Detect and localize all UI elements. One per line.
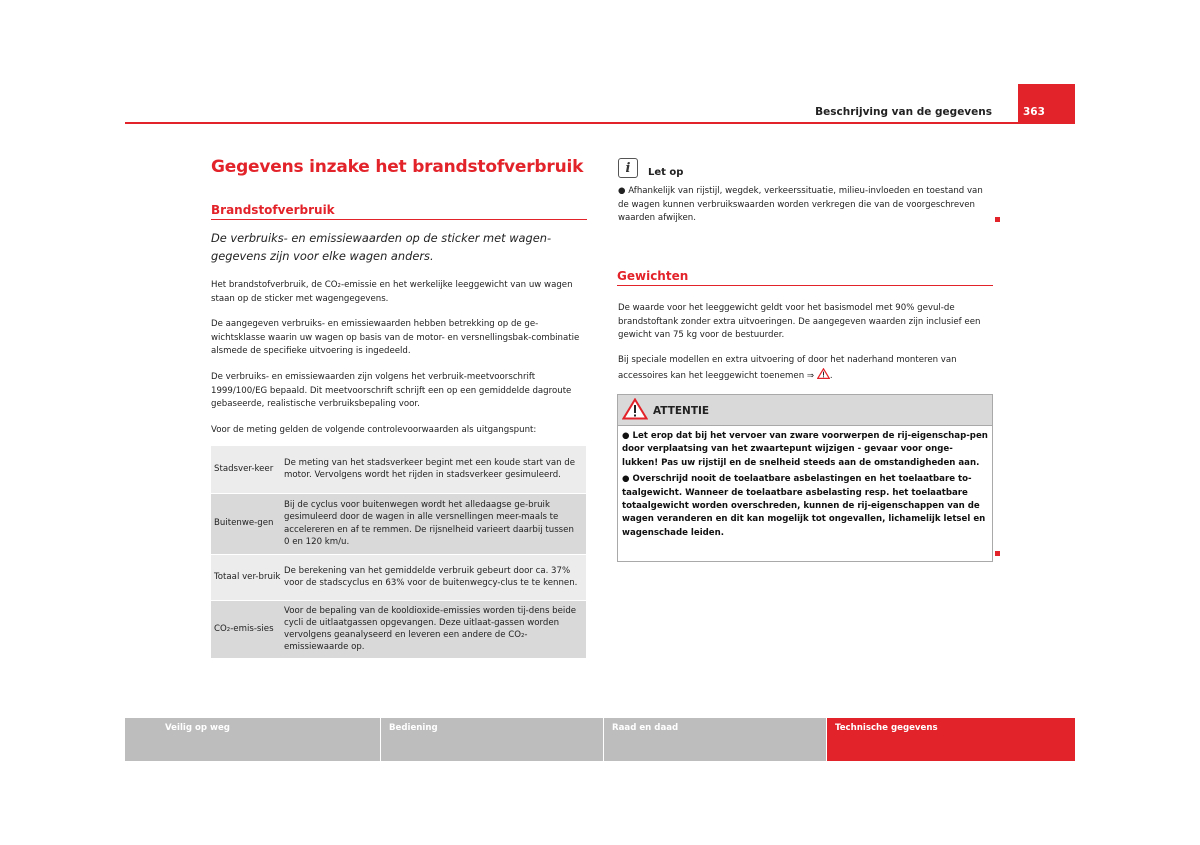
weights-paragraph-1: De waarde voor het leeggewicht geldt voor het basismodel met 90% gevul-de brandstoftank zonder extra uitvoeringen. De aangegeven waarden zijn inclusief een gewicht van 75 kg voor de bestuurder. — [618, 303, 981, 340]
warning-title: ATTENTIE — [653, 405, 710, 417]
section-title: Beschrijving van de gegevens — [815, 106, 992, 118]
weights-paragraph-2-text: Bij speciale modellen en extra uitvoering of door het naderhand monteren van accessoires kan het leeggewicht toenemen ⇒ — [618, 355, 957, 381]
page-number: 363 — [1018, 84, 1075, 124]
section-rule — [211, 219, 587, 220]
weights-paragraph-2: Bij speciale modellen en extra uitvoering of door het naderhand monteren van accessoires kan het leeggewicht toenemen ⇒ . — [618, 355, 957, 381]
table-label: Stadsver-keer — [211, 446, 284, 493]
section-rule — [617, 285, 993, 286]
table-row — [211, 554, 586, 600]
section-heading-weights: Gewichten — [617, 269, 689, 283]
warning-triangle-icon — [622, 398, 648, 420]
table-label: Buitenwe-gen — [211, 493, 284, 554]
nav-tab-veilig-op-weg[interactable]: Veilig op weg — [125, 718, 380, 761]
section-heading-fuel: Brandstofverbruik — [211, 203, 335, 217]
note-text: ● Afhankelijk van rijstijl, wegdek, verkeerssituatie, milieu-invloeden en toestand van de wagen kunnen verbruikswaarden worden verkregen die van de voorgeschreven waarden afwijken. — [618, 186, 983, 223]
nav-tab-raad-en-daad[interactable]: Raad en daad — [604, 718, 826, 761]
page-title: Gegevens inzake het brandstofverbruik — [211, 157, 584, 177]
info-icon: i — [618, 158, 638, 178]
table-row — [211, 493, 586, 554]
nav-tab-bediening[interactable]: Bediening — [381, 718, 603, 761]
header-rule — [125, 122, 1018, 124]
paragraph-4: Voor de meting gelden de volgende controlevoorwaarden als uitgangspunt: — [211, 425, 537, 435]
paragraph-3: De verbruiks- en emissiewaarden zijn volgens het verbruik-meetvoorschrift 1999/100/EG bepaald. Dit meetvoorschrift schrijft een op een gemiddelde dagroute gebaseerde, realistische verbruiksbepaling voor. — [211, 372, 572, 409]
nav-tab-technische-gegevens[interactable]: Technische gegevens — [827, 718, 1075, 761]
table-text: Voor de bepaling van de kooldioxide-emissies worden tij-dens beide cycli de uitlaatgassen opgevangen. Deze uitlaat-gassen worden vervolgens geanalyseerd en leveren een andere de CO₂-emissiewaarde op. — [284, 600, 586, 658]
warning-item: ● Overschrijd nooit de toelaatbare asbelastingen en het toelaatbare to-taalgewicht. Wanneer de toelaatbare asbelasting resp. het toelaatbare totaalgewicht worden overschreden, kunnen de rij-eigenschappen van de wagen veranderen en dit kan mogelijk tot ongevallen, lichamelijk letsel en wagenschade leiden. — [622, 474, 986, 538]
end-mark — [995, 217, 1000, 222]
table-text: De berekening van het gemiddelde verbruik gebeurt door ca. 37% voor de stadscyclus en 63% voor de buitenwegcy-clus te te kennen. — [284, 554, 586, 600]
end-mark — [995, 551, 1000, 556]
warning-item: ● Let erop dat bij het vervoer van zware voorwerpen de rij-eigenschap-pen door verplaatsing van het zwaartepunt wijzigen - gevaar voor onge-lukken! Pas uw rijstijl en de snelheid steeds aan de omstandigheden aan. — [622, 431, 988, 468]
table-row — [211, 600, 586, 658]
lead-text: De verbruiks- en emissiewaarden op de sticker met wagen-gegevens zijn voor elke wagen anders. — [211, 231, 552, 263]
warning-triangle-icon[interactable] — [817, 368, 830, 379]
table-label: Totaal ver-bruik — [211, 554, 284, 600]
paragraph-2: De aangegeven verbruiks- en emissiewaarden hebben betrekking op de ge-wichtsklasse waarin uw wagen op basis van de motor- en versnellingsbak-combinatie alsmede de specifieke uitvoering is ingedeeld. — [211, 319, 580, 356]
test-conditions-table — [211, 446, 586, 659]
warning-text — [622, 430, 988, 540]
table-row — [211, 446, 586, 493]
note-title: Let op — [648, 167, 684, 178]
table-text: De meting van het stadsverkeer begint met een koude start van de motor. Vervolgens wordt het rijden in stadsverkeer gesimuleerd. — [284, 446, 586, 493]
table-text: Bij de cyclus voor buitenwegen wordt het alledaagse ge-bruik gesimuleerd door de wagen in alle versnellingen meer-maals te accelereren en af te remmen. De rijsnelheid varieert daarbij tussen 0 en 120 km/u. — [284, 493, 586, 554]
table-label: CO₂-emis-sies — [211, 600, 284, 658]
paragraph-1: Het brandstofverbruik, de CO₂-emissie en het werkelijke leeggewicht van uw wagen staan op de sticker met wagengegevens. — [211, 280, 573, 304]
